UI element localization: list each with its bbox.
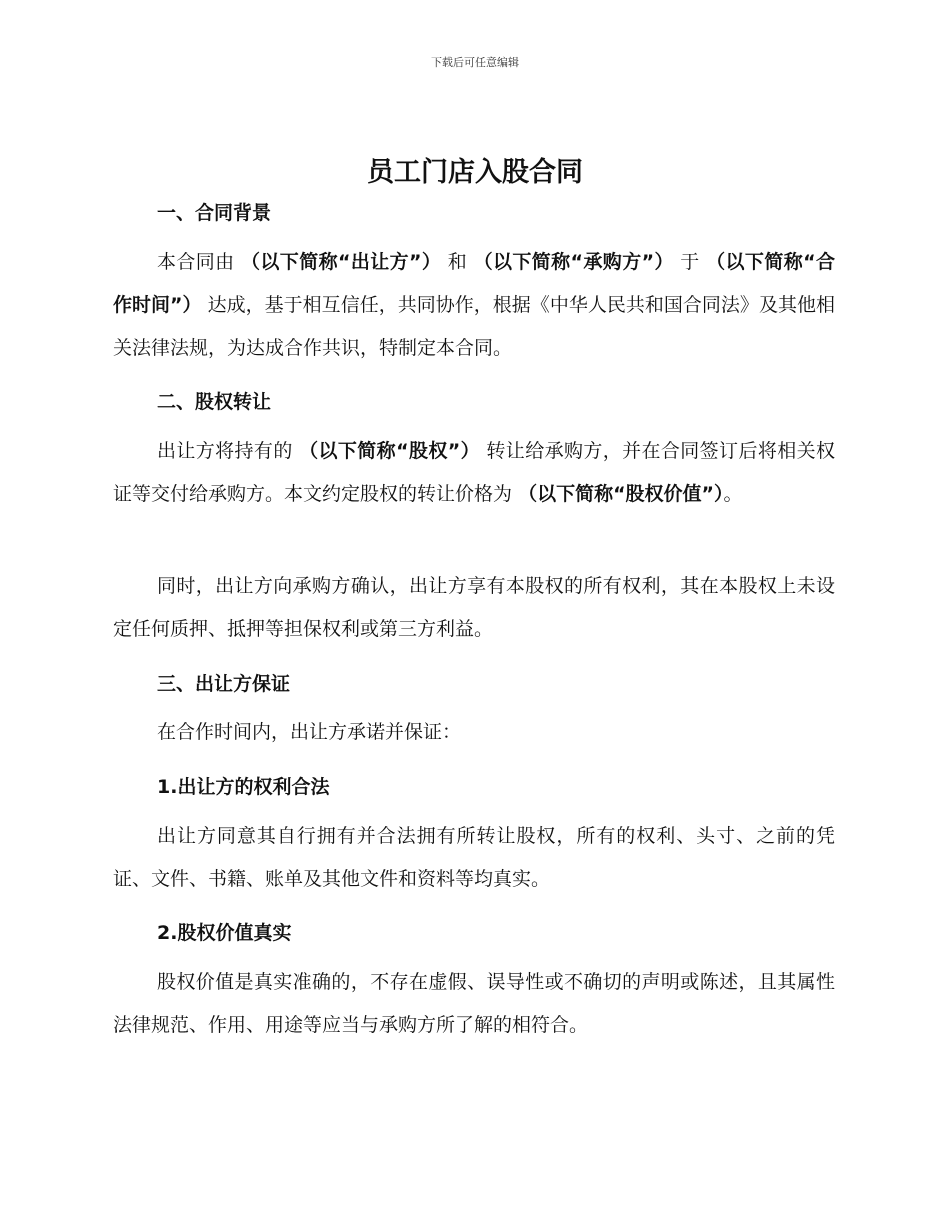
paragraph-value-true: 股权价值是真实准确的，不存在虚假、误导性或不确切的声明或陈述，且其属性法律规范、作用、用途等应当与承购方所了解的相符合。: [113, 971, 835, 1036]
text-span: 转让给承购方，并在合同签订后将相关权证等交付给承购方。本文约定股权的转让价格为: [113, 440, 835, 505]
section-heading-transfer: 二、股权转让: [157, 391, 272, 413]
text-span: 本合同由: [157, 251, 235, 273]
text-span: 和: [447, 251, 468, 273]
equity-definition: （以下简称“股权”）: [299, 440, 480, 462]
paragraph-transfer: [113, 430, 835, 516]
section-heading-guarantee: 三、出让方保证: [157, 673, 291, 695]
paragraph-rights-legal: 出让方同意其自行拥有并合法拥有所转让股权，所有的权利、头寸、之前的凭证、文件、书籍、账单及其他文件和资料等均真实。: [113, 825, 835, 890]
text-span: 于: [680, 251, 700, 273]
seller-definition: （以下简称“出让方”）: [241, 251, 442, 273]
subheading-rights-legal: 1.出让方的权利合法: [157, 776, 330, 798]
text-span: 达成，基于相互信任，共同协作，根据《中华人民共和国合同法》及其他相关法律法规，为达成合作共识，特制定本合同。: [113, 294, 835, 359]
cooperation-time-definition: （以下简称“合作时间”）: [113, 251, 835, 316]
buyer-definition: （以下简称“承购方”）: [473, 251, 674, 273]
text-span: 。: [723, 483, 743, 505]
subheading-value-true: 2.股权价值真实: [157, 922, 292, 944]
document-title: 员工门店入股合同: [367, 157, 583, 188]
paragraph-background: [113, 241, 835, 370]
section-heading-background: 一、合同背景: [157, 202, 272, 224]
paragraph-guarantee-intro: 在合作时间内，出让方承诺并保证：: [157, 721, 462, 743]
header-note: 下载后可任意编辑: [431, 56, 519, 69]
text-span: 出让方将持有的: [157, 440, 293, 462]
equity-value-definition: （以下简称“股权价值”）: [518, 483, 724, 505]
paragraph-confirmation: 同时，出让方向承购方确认，出让方享有本股权的所有权利，其在本股权上未设定任何质押、抵押等担保权利或第三方利益。: [113, 575, 835, 640]
